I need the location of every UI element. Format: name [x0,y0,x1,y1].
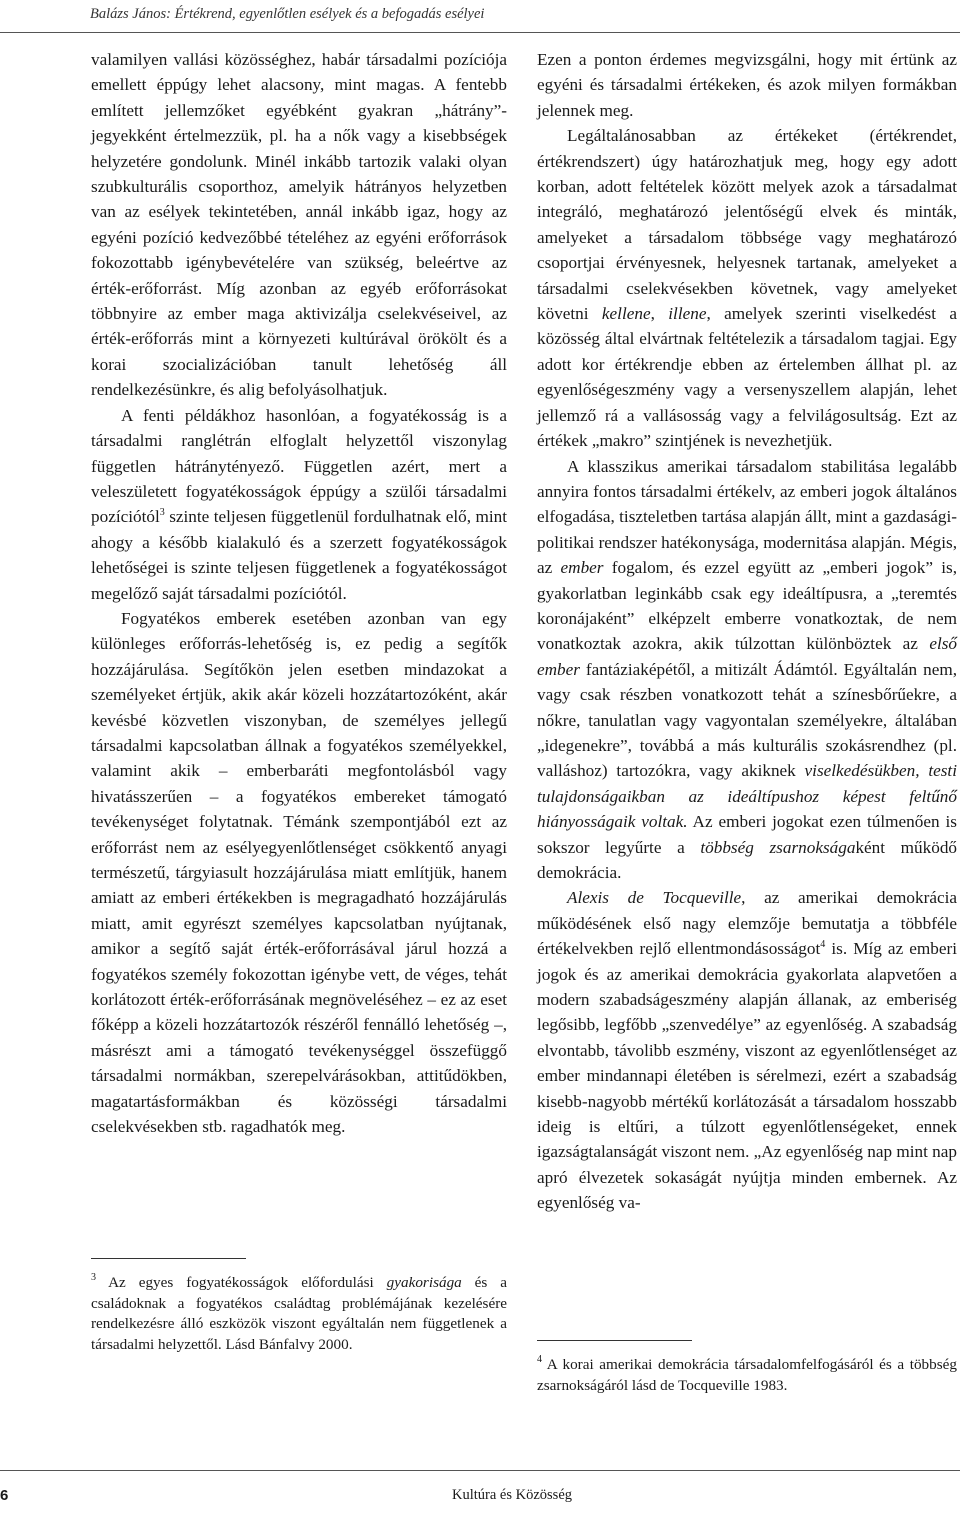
left-paragraph-2 [91,403,507,606]
right-paragraph-3-text-e: ként működő demokrácia. [537,837,958,882]
footnote-ref-4[interactable]: 4 [820,939,826,951]
footnote-number: 4 [537,1354,542,1365]
right-paragraph-2-text-b: , amelyek szerinti viselkedést a közösség által elvártnak feltételezik a társadalom tagjai. Egy adott kor értékrendje ebben az értelemben állhat pl. az egyenlőségeszmény vagy a versenyszellem alapján, lehet jellemző rá a vallásosság vagy a felvilágosultság. Ezt az értékek „makro” szintjének is nevezhetjük. [537,304,958,451]
left-paragraph-2-text-a: A fenti példákhoz hasonlóan, a fogyatékosság is a társadalmi ranglétrán elfoglalt helyzettől viszonylag független hátránytényező. Független azért, mert a veleszületett fogyatékosságok éppúgy a szülői társadalmi pozíciótól [91,405,507,527]
emphasis-tocqueville: Alexis de Tocqueville [567,888,742,908]
footnote-rule [91,1258,246,1259]
right-paragraph-4 [537,885,957,1215]
right-paragraph-3 [537,454,957,886]
footnote-ref-3[interactable]: 3 [159,507,165,519]
right-paragraph-1: Ezen a ponton érdemes megvizsgálni, hogy mit értünk az egyéni és társadalmi értékeken, és azok milyen formákban jelennek meg. [537,50,957,120]
footnote-3-emphasis: gyakorisága [386,1274,462,1291]
right-paragraph-4-text-a: , az amerikai demokrácia működésének első nagy elemzője bemutatja a többféle értékelvekben rejlő ellentmondásosságot [537,888,957,959]
running-head: Balázs János: Értékrend, egyenlőtlen esélyek és a befogadás esélyei [90,6,485,22]
journal-title: Kultúra és Közösség [452,1487,573,1503]
left-paragraph-2-text-b: szinte teljesen függetlenül fordulhatnak elő, mint ahogy a később kialakuló és a szerzett fogyatékosságok lehetőségei is szinte teljesen függetlenek a fogyatékosságot megelőző saját társadalmi pozíciótól. [91,507,507,603]
footnote-number: 3 [91,1272,96,1283]
footnote-4 [537,1355,957,1396]
right-paragraph-3-text-c: fantáziaképétől, a mitizált Ádámtól. Egyáltalán nem, vagy csak részben vonatkozott tehát a színesbőrűekre, a nőkre, tanulatlan vagy vagyontalan személyekre, általában „idegenekre”, továbbá a más kulturális szokásrendhez (pl. valláshoz) tartozókra, vagy akiknek [537,659,957,781]
footnote-block-right [537,1340,957,1396]
footnote-3-text-a: Az egyes fogyatékosságok előfordulási [96,1274,387,1291]
page-number: 6 [0,1487,9,1504]
emphasis-ember: ember [560,558,604,578]
emphasis-kellene: kellene [601,304,651,324]
emphasis-illene: illene [668,304,707,324]
right-paragraph-2-text-a: Legáltalánosabban az értékeket (értékrendet, értékrendszert) úgy határozhatjuk meg, hogy egy adott korban, adott feltételek között melyek azok a társadalmat integráló, meghatározó jelentőségű elvek és minták, amelyeket a társadalom többsége vagy meghatározó csoportjai érvényesnek, helyesnek tartanak, amelyeket a társadalmi cselekvésekben követnek, vagy amelyeket követni [537,126,957,324]
footnote-4-text: A korai amerikai demokrácia társadalomfelfogásáról és a többség zsarnokságáról lásd de Tocqueville 1983. [537,1356,957,1394]
left-paragraph-3: Fogyatékos emberek esetében azonban van egy különleges erőforrás-lehetőség is, ez pedig a segítők hozzájárulása. Segítőkön jelen esetben mindazokat a személyeket értjük, akik akár közeli hozzátartozóként, akár kevésbé közvetlen viszonyban, de személyes jellegű társadalmi kapcsolatban állnak a fogyatékos személyekkel, valamint akik – emberbaráti megfontolásból vagy hivatásszerűen – a fogyatékos embereket támogató tevékenységet folytatnak. Témánk szempontjából ezt az erőforrást nem az esélyegyenlőtlenséget csökkentő anyagi természetű, tárgyiasult hozzájárulása miatt említjük, hanem amiatt az emberi értékekben is megragadható hozzájárulás miatt, amit egyrészt személyes kapcsolatban nyújtanak, amikor a segítő saját érték-erőforrásával járul hozzá a fogyatékos személy fokozottan igénybe vett, de véges, tehát korlátozott érték-erőforrásának megnöveléséhez – ez az eset főképp a közeli hozzátartozók részéről fennálló lehetőség –, másrészt ami a támogató tevékenységgel összefüggő társadalmi normákban, szerepelvárásokban, attitűdökben, magatartásformákban és közösségi társadalmi cselekvésekben stb. ragadhatók meg. [91,608,507,1137]
emphasis-elso-ember: első ember [537,634,957,679]
footnote-3-text-b: és a családoknak a fogyatékos családtag problémájának kezelésére rendelkezésre álló eszközök viszont egyáltalán nem függetlenek a társadalmi helyzettől. Lásd Bánfalvy 2000. [91,1274,507,1353]
separator: , [650,304,669,324]
header-rule [0,32,960,33]
right-paragraph-3-text-a: A klasszikus amerikai társadalom stabilitása legalább annyira fontos társadalmi értékelv, az emberi jogok általános elfogadása, tiszteletben tartása alapján állt, mint a gazdasági-politikai rendszer hatékonysága, modernitása alapján. Mégis, az [537,456,958,578]
right-column [537,47,957,1216]
left-column [91,47,507,1139]
footnote-3 [91,1273,507,1355]
footer-rule [0,1470,960,1471]
right-paragraph-4-text-b: is. Míg az emberi jogok és az amerikai demokrácia gyakorlata alapvetően a modern szabadságeszmény alapján állanak, az emberiség legősibb, legfőbb „szenvedélye” az egyenlőség. A szabadság elvontabb, távolibb eszmény, viszont az egyenlőtlenséget az ember mindannapi életében is sérelmezi, ezért a szabadság kisebb-nagyobb mértékű korlátozását a társadalom hosszabb ideig is eltűri, a túlzott egyenlőtlenségeket, ennek igazságtalanságát viszont nem. „Az egyenlőség nap mint nap apró élvezetek sokaságát nyújtja minden embernek. Az egyenlőség va- [537,939,958,1213]
right-paragraph-3-text-d: Az emberi jogokat ezen túlmenően is sokszor legyűrte a [537,812,957,857]
footnote-block-left [91,1258,507,1355]
emphasis-tobbseg: többség zsarnoksága [700,837,856,857]
emphasis-viselkedes: viselkedésükben, testi tulajdonságaikban az ideáltípushoz képest feltűnő hiányosságaik voltak. [537,761,957,832]
right-paragraph-2 [537,123,957,453]
footnote-rule [537,1340,692,1341]
left-paragraph-1: valamilyen vallási közösséghez, habár társadalmi pozíciója emellett éppúgy lehet alacsony, mint magas. A fentebb említett jellemzőket egyébként gyakran „hátrány”-jegyekként értelmezzük, pl. ha a nők vagy a kisebbségek helyzetére gondolunk. Minél inkább tartozik valaki olyan szubkulturális csoporthoz, amelyik hátrányos helyzetben van az esélyek tekintetében, annál inkább igaz, hogy az egyéni pozíció kedvezőbbé tételéhez az egyéni erőforrások fokozottabb igénybevételére van szükség, beleértve az érték-erőforrást. Míg azonban az egyéb erőforrásokat többnyire az ember maga aktivizálja cselekvéseivel, az érték-erőforrás mint a környezeti kultúrával örökölt és a korai szocializációban tanult lehetőség áll rendelkezésünkre, és alig befolyásolhatjuk. [91,50,507,400]
right-paragraph-3-text-b: fogalom, és ezzel együtt az „emberi jogok” is, gyakorlatban leginkább csak egy ideáltípusra, a „teremtés koronájaként” elképzelt emberre vonatkoztak, de nem vonatkoztak azokra, akik túlzottan különböztek az [537,558,957,654]
